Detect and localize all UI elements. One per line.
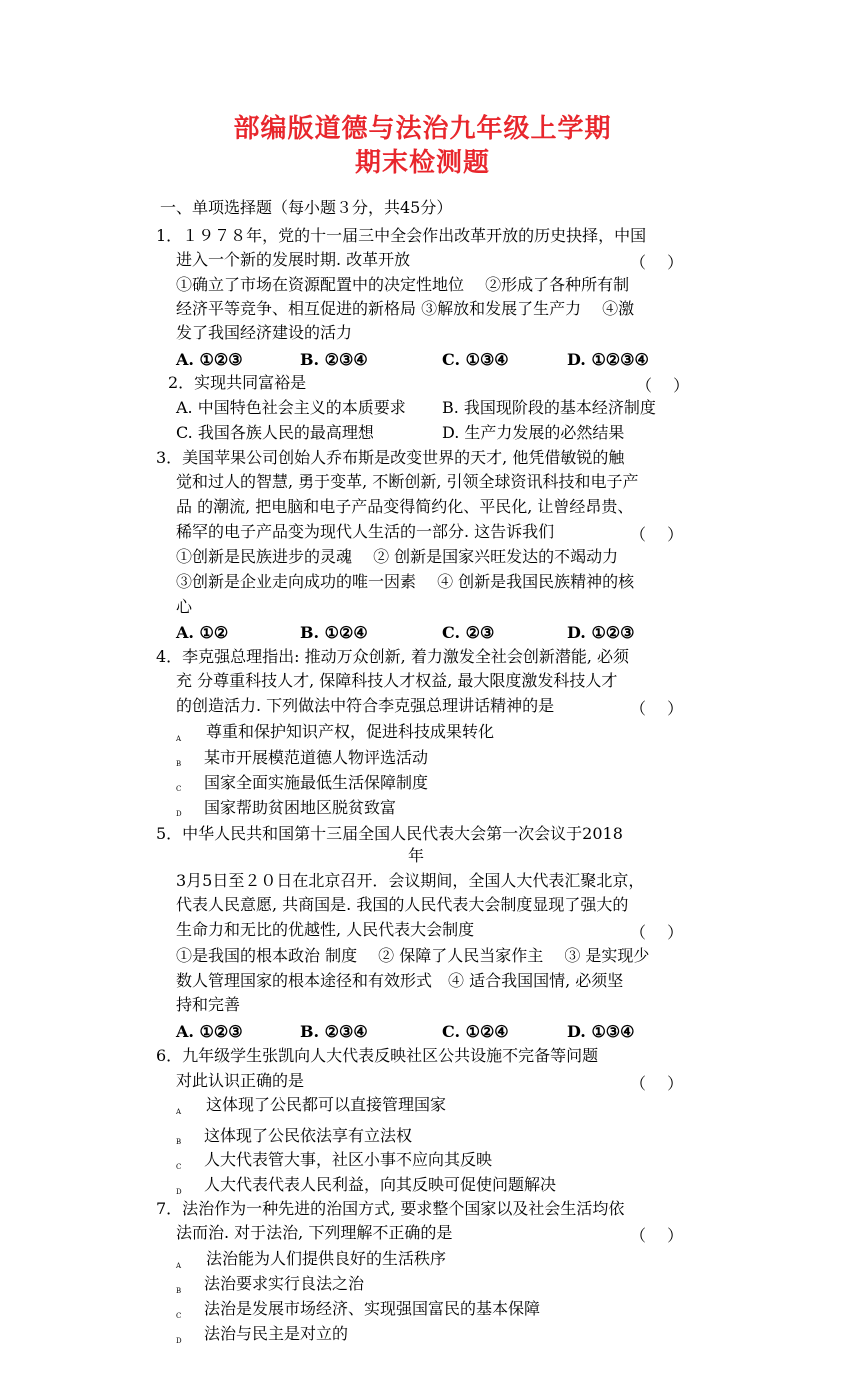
q1-option-b: B. ②③④: [300, 350, 368, 369]
q1-option-d: D. ①②③④: [567, 350, 649, 369]
q5-option-d: D. ①③④: [567, 1022, 635, 1041]
q2-answer-paren: （ ）: [636, 376, 690, 395]
q2-option-c: C. 我国各族人民的最高理想: [176, 423, 374, 442]
q1-line-4: 经济平等竞争、相互促进的新格局 ③解放和发展了生产力 ④激: [176, 299, 635, 318]
q3-line-6: ③创新是企业走向成功的唯一因素 ④ 创新是我国民族精神的核: [176, 572, 635, 591]
q4-line-1: 4．李克强总理指出: 推动万众创新, 着力激发全社会创新潜能, 必须: [156, 647, 630, 666]
q5-option-a: A. ①②③: [176, 1022, 243, 1041]
q6-line-2: 对此认识正确的是: [176, 1071, 305, 1090]
q3-line-1: 3．美国苹果公司创始人乔布斯是改变世界的天才, 他凭借敏锐的触: [156, 448, 625, 467]
q4-mark-c: C: [176, 785, 182, 793]
q6-option-d: 人大代表代表人民利益，向其反映可促使问题解决: [204, 1175, 557, 1194]
q7-line-1: 7．法治作为一种先进的治国方式, 要求整个国家以及社会生活均依: [156, 1199, 625, 1218]
q1-option-a: A. ①②③: [176, 350, 243, 369]
q1-answer-paren: （ ）: [630, 253, 684, 272]
q3-option-a: A. ①②: [176, 623, 229, 642]
q3-option-c: C. ②③: [442, 623, 495, 642]
q4-option-b: 某市开展模范道德人物评选活动: [204, 748, 429, 767]
q7-option-c: 法治是发展市场经济、实现强国富民的基本保障: [204, 1299, 541, 1318]
q4-answer-paren: （ ）: [630, 699, 684, 718]
q1-option-c: C. ①③④: [442, 350, 509, 369]
q3-line-7: 心: [176, 597, 193, 616]
q6-line-1: 6．九年级学生张凯向人大代表反映社区公共设施不完备等问题: [156, 1046, 599, 1065]
q5-option-b: B. ②③④: [300, 1022, 368, 1041]
q6-option-b: 这体现了公民依法享有立法权: [204, 1126, 413, 1145]
q3-line-4: 稀罕的电子产品变为现代人生活的一部分. 这告诉我们: [176, 522, 555, 541]
q3-line-3: 品 的潮流, 把电脑和电子产品变得简约化、平民化, 让曾经昂贵、: [176, 497, 634, 516]
q6-mark-b: B: [176, 1138, 182, 1146]
q4-mark-d: D: [176, 810, 182, 818]
q5-line-5: ①是我国的根本政治 制度 ② 保障了人民当家作主 ③ 是实现少: [176, 946, 650, 965]
title-line-2: 期末检测题: [354, 148, 490, 178]
q3-line-2: 觉和过人的智慧, 勇于变革, 不断创新, 引领全球资讯科技和电子产: [176, 472, 639, 491]
title-line-1: 部编版道德与法治九年级上学期: [233, 114, 612, 144]
q2-option-b: B. 我国现阶段的基本经济制度: [442, 398, 656, 417]
q5-answer-paren: （ ）: [630, 923, 684, 942]
q5-line-1-year: 年: [408, 846, 425, 865]
q7-mark-b: B: [176, 1287, 182, 1295]
q7-answer-paren: （ ）: [630, 1226, 684, 1245]
section-heading: 一、单项选择题（每小题３分，共45分）: [160, 198, 453, 217]
q6-answer-paren: （ ）: [630, 1074, 684, 1093]
q5-line-4: 生命力和无比的优越性, 人民代表大会制度: [176, 920, 475, 939]
q7-mark-d: D: [176, 1337, 182, 1345]
q5-line-3: 代表人民意愿, 共商国是. 我国的人民代表大会制度显现了强大的: [176, 895, 629, 914]
q5-line-1: 5．中华人民共和国第十三届全国人民代表大会第一次会议于2018: [156, 824, 623, 843]
q4-mark-b: B: [176, 760, 182, 768]
q7-mark-a: A: [176, 1262, 182, 1270]
q3-line-5: ①创新是民族进步的灵魂 ② 创新是国家兴旺发达的不竭动力: [176, 547, 619, 566]
q7-line-2: 法而治. 对于法治, 下列理解不正确的是: [176, 1223, 453, 1242]
q3-option-d: D. ①②③: [567, 623, 635, 642]
q4-mark-a: A: [176, 735, 182, 743]
q5-line-6: 数人管理国家的根本途径和有效形式 ④ 适合我国国情, 必须坚: [176, 971, 624, 990]
q1-line-1: 1．１９７８年，党的十一届三中全会作出改革开放的历史抉择，中国: [156, 226, 647, 245]
q1-line-5: 发了我国经济建设的活力: [176, 323, 353, 342]
q4-option-a: 尊重和保护知识产权，促进科技成果转化: [206, 722, 495, 741]
q6-mark-d: D: [176, 1188, 182, 1196]
q2-line-1: 2．实现共同富裕是: [168, 373, 307, 392]
q2-option-a: A. 中国特色社会主义的本质要求: [176, 398, 406, 417]
q7-option-d: 法治与民主是对立的: [204, 1324, 349, 1343]
q4-line-2: 充 分尊重科技人才, 保障科技人才权益, 最大限度激发科技人才: [176, 671, 618, 690]
q5-line-2: 3月5日至２０日在北京召开．会议期间，全国人大代表汇聚北京，: [176, 871, 645, 890]
q3-option-b: B. ①②④: [300, 623, 368, 642]
q6-option-a: 这体现了公民都可以直接管理国家: [206, 1095, 447, 1114]
q6-option-c: 人大代表管大事，社区小事不应向其反映: [204, 1150, 493, 1169]
q1-line-3: ①确立了市场在资源配置中的决定性地位 ②形成了各种所有制: [176, 275, 630, 294]
q1-line-2: 进入一个新的发展时期. 改革开放: [176, 250, 411, 269]
q2-option-d: D. 生产力发展的必然结果: [442, 423, 625, 442]
q6-mark-a: A: [176, 1108, 182, 1116]
q4-option-d: 国家帮助贫困地区脱贫致富: [204, 798, 397, 817]
q4-line-3: 的创造活力. 下列做法中符合李克强总理讲话精神的是: [176, 696, 555, 715]
q7-option-b: 法治要求实行良法之治: [204, 1274, 365, 1293]
q5-line-7: 持和完善: [176, 995, 241, 1014]
q3-answer-paren: （ ）: [630, 525, 684, 544]
q7-mark-c: C: [176, 1312, 182, 1320]
q7-option-a: 法治能为人们提供良好的生活秩序: [206, 1249, 447, 1268]
q6-mark-c: C: [176, 1163, 182, 1171]
q4-option-c: 国家全面实施最低生活保障制度: [204, 773, 429, 792]
q5-option-c: C. ①②④: [442, 1022, 509, 1041]
